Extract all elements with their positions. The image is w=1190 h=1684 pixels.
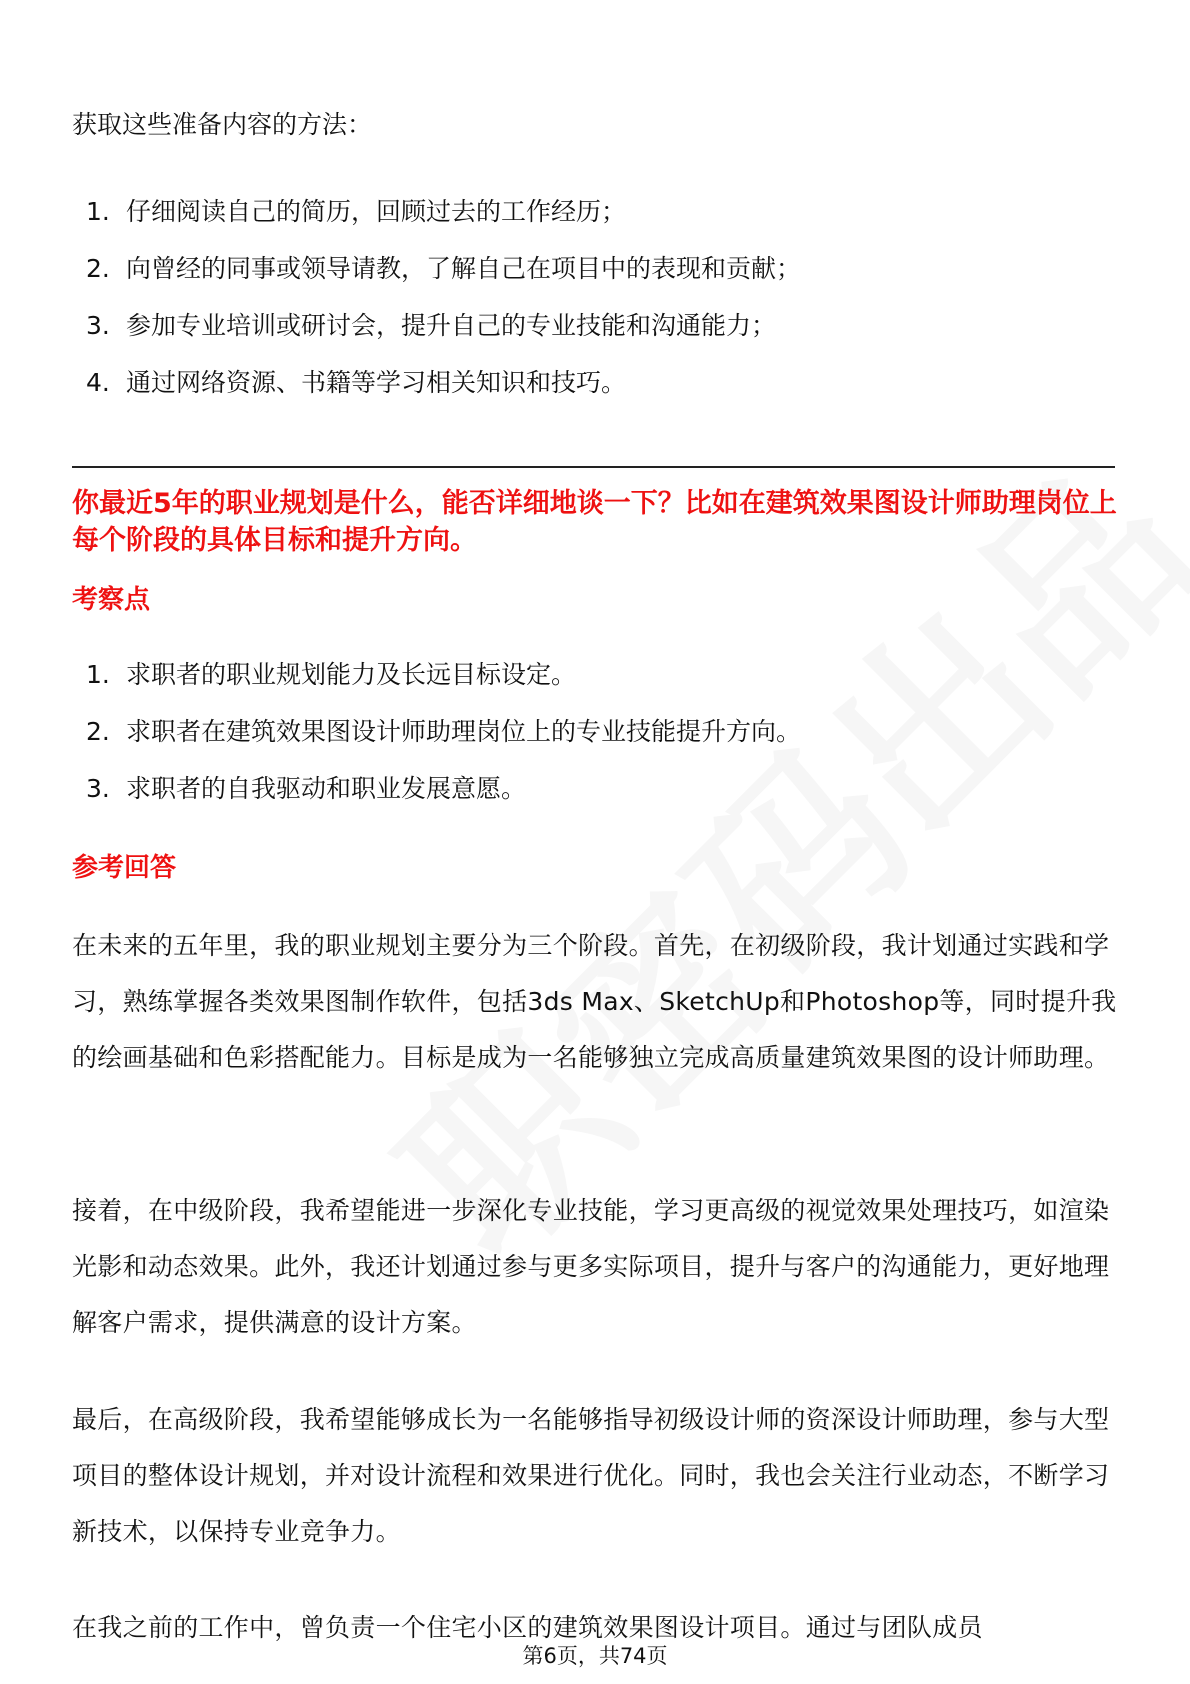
list-text: 求职者的自我驱动和职业发展意愿。 <box>126 774 527 803</box>
list-item <box>72 363 1112 420</box>
list-number: 3. <box>86 311 110 340</box>
page-number-footer: 第6页，共74页 <box>522 1644 668 1668</box>
list-number: 2. <box>86 254 110 283</box>
list-number: 4. <box>86 368 110 397</box>
reference-answer-heading: 参考回答 <box>72 853 177 883</box>
list-item <box>72 249 1112 306</box>
list-number: 3. <box>86 774 110 803</box>
list-item <box>72 712 1112 769</box>
list-text: 通过网络资源、书籍等学习相关知识和技巧。 <box>126 368 627 397</box>
list-number: 1. <box>86 197 110 226</box>
list-text: 向曾经的同事或领导请教，了解自己在项目中的表现和贡献； <box>126 254 802 283</box>
answer-paragraph: 在未来的五年里，我的职业规划主要分为三个阶段。首先，在初级阶段，我计划通过实践和学习，熟练掌握各类效果图制作软件，包括3ds Max、SketchUp和Photoshop等，同时提升我的绘画基础和色彩搭配能力。目标是成为一名能够独立完成高质量建筑效果图的设计师助理。 <box>72 931 1117 1072</box>
list-item <box>72 769 1112 826</box>
answer-paragraph: 接着，在中级阶段，我希望能进一步深化专业技能，学习更高级的视觉效果处理技巧，如渲染光影和动态效果。此外，我还计划通过参与更多实际项目，提升与客户的沟通能力，更好地理解客户需求，提供满意的设计方案。 <box>72 1196 1110 1337</box>
methods-intro: 获取这些准备内容的方法： <box>72 110 373 139</box>
interview-question: 你最近5年的职业规划是什么，能否详细地谈一下？比如在建筑效果图设计师助理岗位上每个阶段的具体目标和提升方向。 <box>72 488 1117 556</box>
list-item <box>72 306 1112 363</box>
list-number: 2. <box>86 717 110 746</box>
list-number: 1. <box>86 660 110 689</box>
exam-points-heading: 考察点 <box>72 585 151 615</box>
exam-points-list <box>72 655 1112 826</box>
list-text: 求职者的职业规划能力及长远目标设定。 <box>126 660 577 689</box>
watermark <box>372 437 1190 1293</box>
section-divider <box>72 466 1115 468</box>
answer-paragraph: 最后，在高级阶段，我希望能够成长为一名能够指导初级设计师的资深设计师助理，参与大型项目的整体设计规划，并对设计流程和效果进行优化。同时，我也会关注行业动态，不断学习新技术，以保持专业竞争力。 <box>72 1405 1110 1546</box>
list-item <box>72 655 1112 712</box>
methods-list <box>72 192 1112 420</box>
answer-paragraph: 在我之前的工作中，曾负责一个住宅小区的建筑效果图设计项目。通过与团队成员 <box>72 1613 983 1642</box>
list-text: 仔细阅读自己的简历，回顾过去的工作经历； <box>126 197 627 226</box>
list-text: 求职者在建筑效果图设计师助理岗位上的专业技能提升方向。 <box>126 717 802 746</box>
list-item <box>72 192 1112 249</box>
list-text: 参加专业培训或研讨会，提升自己的专业技能和沟通能力； <box>126 311 777 340</box>
